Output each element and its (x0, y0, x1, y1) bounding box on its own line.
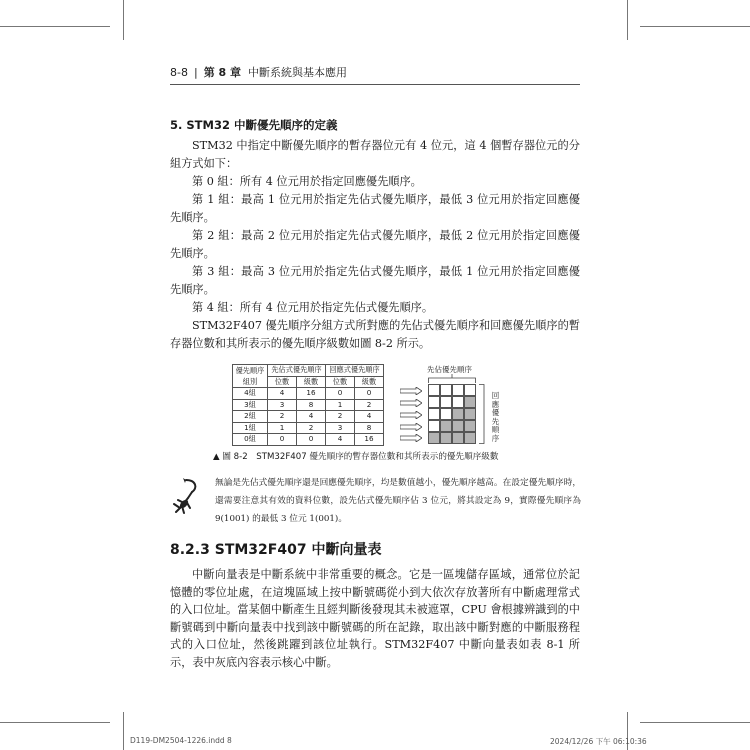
table-cell: 2 (326, 411, 355, 423)
chapter-number: 第 8 章 (203, 66, 242, 79)
grid-cell (452, 384, 464, 396)
paragraph: STM32 中指定中斷優先順序的暫存器位元有 4 位元，這 4 個暫存器位元的分組方式如下： (170, 139, 580, 170)
grid-cell (440, 384, 452, 396)
footer-timestamp: 2024/12/26 下午 06:10:36 (550, 737, 647, 746)
table-header: 位數 (326, 376, 355, 388)
table-row (233, 399, 384, 411)
table-cell: 2 (355, 399, 384, 411)
grid-cell (464, 420, 476, 432)
footer-file: D119-DM2504-1226.indd 8 (130, 736, 232, 745)
bracket-icon (478, 384, 488, 444)
table-cell: 1組 (233, 422, 268, 434)
table-cell: 4 (297, 411, 326, 423)
grid-cell (428, 432, 440, 444)
grid-cell (452, 408, 464, 420)
crop-mark (627, 0, 628, 40)
grid-cell (440, 432, 452, 444)
table-cell: 16 (297, 388, 326, 400)
note-text: 無論是先佔式優先順序還是回應優先順序，均是數值越小，優先順序越高。在設定優先順序時，還需要注意其有效的資料位數，設先佔式優先順序佔 3 位元，將其設定為 9，實際優先順序為 9(1001) 的最低 3 位元 1(001)。 (215, 478, 581, 524)
table-cell: 3 (268, 399, 297, 411)
paragraph: 中斷向量表是中斷系統中非常重要的概念。它是一區塊儲存區域，通常位於記憶體的零位址處，在這塊區域上按中斷號碼從小到大依次存放著所有中斷處理常式的入口位址。當某個中斷產生且經判斷後發現其未被遮罩，CPU 會根據辨識到的中斷號碼到中斷向量表中找到該中斷號碼的所在記錄，取出該中斷對應的中斷服務程式的入口位址，然後跳躍到該位址執行。STM32F407 中斷向量表如表 8-1 所示，表中灰底內容表示核心中斷。 (170, 568, 580, 669)
paragraph: 第 4 組：所有 4 位元用於指定先佔式優先順序。 (192, 301, 434, 314)
arrow-right-icon (400, 387, 422, 395)
table-cell: 1 (326, 399, 355, 411)
table-cell: 0 (297, 434, 326, 446)
table-cell: 1 (268, 422, 297, 434)
table-cell: 4 (326, 434, 355, 446)
table-row (233, 434, 384, 446)
crop-mark (640, 722, 750, 723)
table-cell: 4 (268, 388, 297, 400)
response-label: 回應優先順序 (491, 391, 500, 443)
running-header: 8-8 | 第 8 章 中斷系統與基本應用 (170, 66, 348, 79)
table-header: 組別 (233, 376, 268, 388)
crop-mark (123, 712, 124, 750)
table-row (233, 422, 384, 434)
paragraph: 第 0 組：所有 4 位元用於指定回應優先順序。 (192, 175, 422, 188)
grid-cell (452, 432, 464, 444)
table-cell: 0組 (233, 434, 268, 446)
grid-cell (440, 420, 452, 432)
arrow-right-icon (400, 399, 422, 407)
table-row (233, 411, 384, 423)
section-heading: 8.2.3 STM32F407 中斷向量表 (170, 542, 382, 558)
grid-cell (464, 396, 476, 408)
grid-cell (428, 408, 440, 420)
table-cell: 3 (326, 422, 355, 434)
table-cell: 3組 (233, 399, 268, 411)
header-rule (170, 84, 580, 85)
grid-cell (428, 420, 440, 432)
grid-cell (428, 384, 440, 396)
table-cell: 4組 (233, 388, 268, 400)
table-cell: 2組 (233, 411, 268, 423)
table-header: 優先順序 (233, 365, 268, 377)
table-cell: 0 (326, 388, 355, 400)
table-header: 位數 (268, 376, 297, 388)
paragraph: 第 3 組：最高 3 位元用於指定先佔式優先順序，最低 1 位元用於指定回應優先順序。 (170, 265, 580, 296)
bracket-icon (428, 374, 476, 384)
priority-table (232, 364, 384, 446)
paragraph: 第 2 組：最高 2 位元用於指定先佔式優先順序，最低 2 位元用於指定回應優先順序。 (170, 229, 580, 260)
grid-cell (440, 396, 452, 408)
grid-cell (452, 396, 464, 408)
table-cell: 16 (355, 434, 384, 446)
table-header: 回應式優先順序 (326, 365, 384, 377)
grid-cell (464, 408, 476, 420)
table-cell: 0 (355, 388, 384, 400)
grid-cell (452, 420, 464, 432)
table-header: 級數 (355, 376, 384, 388)
section-title: 5. STM32 中斷優先順序的定義 (170, 118, 338, 132)
figure-caption: ▲ 圖 8-2 STM32F407 優先順序的暫存器位數和其所表示的優先順序級數 (213, 452, 499, 462)
table-cell: 8 (297, 399, 326, 411)
crop-mark (0, 722, 110, 723)
arrow-right-icon (400, 411, 422, 419)
crop-mark (123, 0, 124, 40)
table-header: 級數 (297, 376, 326, 388)
table-cell: 8 (355, 422, 384, 434)
grid-cell (428, 396, 440, 408)
chapter-title: 中斷系統與基本應用 (248, 66, 348, 79)
table-cell: 2 (297, 422, 326, 434)
table-cell: 4 (355, 411, 384, 423)
arrow-right-icon (400, 423, 422, 431)
scorpion-icon (170, 476, 202, 516)
arrow-right-icon (400, 434, 422, 442)
crop-mark (0, 26, 110, 27)
grid-cell (464, 432, 476, 444)
table-cell: 2 (268, 411, 297, 423)
crop-mark (640, 26, 750, 27)
grid-cell (440, 408, 452, 420)
grid-cell (464, 384, 476, 396)
table-header: 先佔式優先順序 (268, 365, 326, 377)
paragraph: STM32F407 優先順序分組方式所對應的先佔式優先順序和回應優先順序的暫存器位數和其所表示的優先順序級數如圖 8-2 所示。 (170, 319, 580, 350)
table-cell: 0 (268, 434, 297, 446)
table-row (233, 388, 384, 400)
page-number: 8-8 (170, 66, 188, 79)
paragraph: 第 1 組：最高 1 位元用於指定先佔式優先順序，最低 3 位元用於指定回應優先順序。 (170, 193, 580, 224)
preempt-label: 先佔優先順序 (427, 365, 472, 374)
